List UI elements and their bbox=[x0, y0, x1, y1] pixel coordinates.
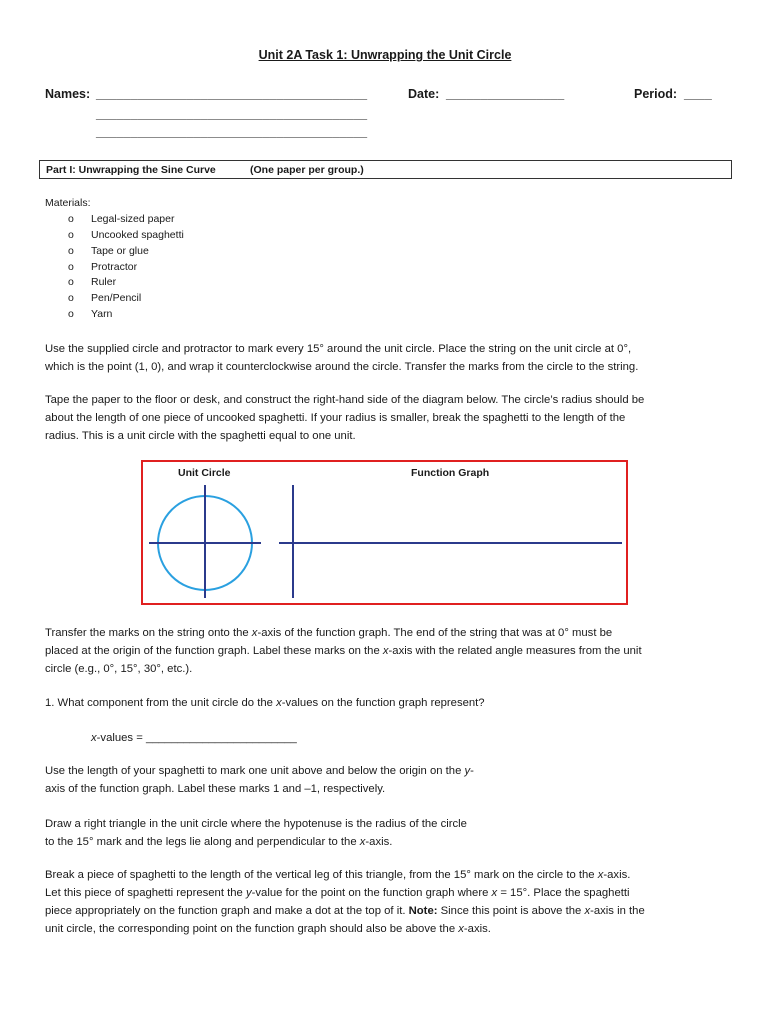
names-blank-2[interactable]: _______________________________________ bbox=[96, 107, 368, 121]
names-blank-3[interactable]: _______________________________________ bbox=[96, 125, 368, 139]
question-1: 1. What component from the unit circle do the x-values on the function graph represent? bbox=[45, 697, 485, 709]
materials-heading: Materials: bbox=[45, 197, 91, 209]
names-label: Names: bbox=[45, 87, 91, 101]
period-blank[interactable]: ____ bbox=[684, 87, 712, 101]
bullet: o bbox=[68, 261, 74, 273]
bullet: o bbox=[68, 245, 74, 257]
list-item: Tape or glue bbox=[91, 245, 149, 257]
names-blank-1[interactable]: _______________________________________ bbox=[96, 87, 368, 101]
function-graph-label: Function Graph bbox=[411, 467, 490, 479]
x-values-answer-line[interactable]: x-values = ________________________ bbox=[91, 732, 297, 744]
diagram-box bbox=[141, 460, 628, 605]
list-item: Uncooked spaghetti bbox=[91, 229, 184, 241]
bullet: o bbox=[68, 229, 74, 241]
diagram-svg bbox=[143, 462, 626, 603]
list-item: Ruler bbox=[91, 276, 117, 288]
instruction-paragraph-5: Draw a right triangle in the unit circle where the hypotenuse is the radius of the circle to the 15° mark and the legs lie along and perpendicular to the x-axis. bbox=[45, 818, 467, 848]
instruction-paragraph-4: Use the length of your spaghetti to mark one unit above and below the origin on the y- axis of the function graph. Label these marks 1 and –1, respectively. bbox=[45, 765, 474, 795]
bullet: o bbox=[68, 213, 74, 225]
part-label: Part I: Unwrapping the Sine Curve bbox=[46, 164, 216, 176]
unit-circle-label: Unit Circle bbox=[178, 467, 231, 479]
list-item: Protractor bbox=[91, 261, 138, 273]
page-title: Unit 2A Task 1: Unwrapping the Unit Circle bbox=[258, 48, 512, 62]
part-note: (One paper per group.) bbox=[250, 164, 364, 176]
list-item: Pen/Pencil bbox=[91, 292, 142, 304]
period-label: Period: bbox=[634, 87, 678, 101]
date-blank[interactable]: _________________ bbox=[446, 87, 565, 101]
instruction-paragraph-3: Transfer the marks on the string onto the x-axis of the function graph. The end of the string that was at 0° must be placed at the origin of the function graph. Label these marks on the x-axis with the related angle measures from the unit circle (e.g., 0°, 15°, 30°, etc.). bbox=[45, 627, 642, 675]
bullet: o bbox=[68, 292, 74, 304]
instruction-paragraph-2: Tape the paper to the floor or desk, and construct the right-hand side of the diagram below. The circle’s radius should be about the length of one piece of uncooked spaghetti. If your radius is smaller, break the spaghetti to the length of the radius. This is a unit circle with the spaghetti equal to one unit. bbox=[45, 394, 645, 442]
list-item: Legal-sized paper bbox=[91, 213, 175, 225]
date-label: Date: bbox=[408, 87, 440, 101]
part-header-box bbox=[39, 160, 732, 179]
instruction-paragraph-6: Break a piece of spaghetti to the length of the vertical leg of this triangle, from the 15° mark on the circle to the x-axis. Let this piece of spaghetti represent the y-value for the point on the function graph where x = 15°. Place the spaghetti piece appropriately on the function graph and make a dot at the top of it. Note: Since this point is above the x-axis in the unit circle, the corresponding point on the function graph should also be above the x-axis. bbox=[45, 869, 645, 935]
bullet: o bbox=[68, 276, 74, 288]
bullet: o bbox=[68, 308, 74, 320]
instruction-paragraph-1: Use the supplied circle and protractor to mark every 15° around the unit circle. Place the string on the unit circle at 0°, which is the point (1, 0), and wrap it counterclockwise around the circle. Transfer the marks from the circle to the string. bbox=[45, 343, 639, 373]
list-item: Yarn bbox=[91, 308, 113, 320]
